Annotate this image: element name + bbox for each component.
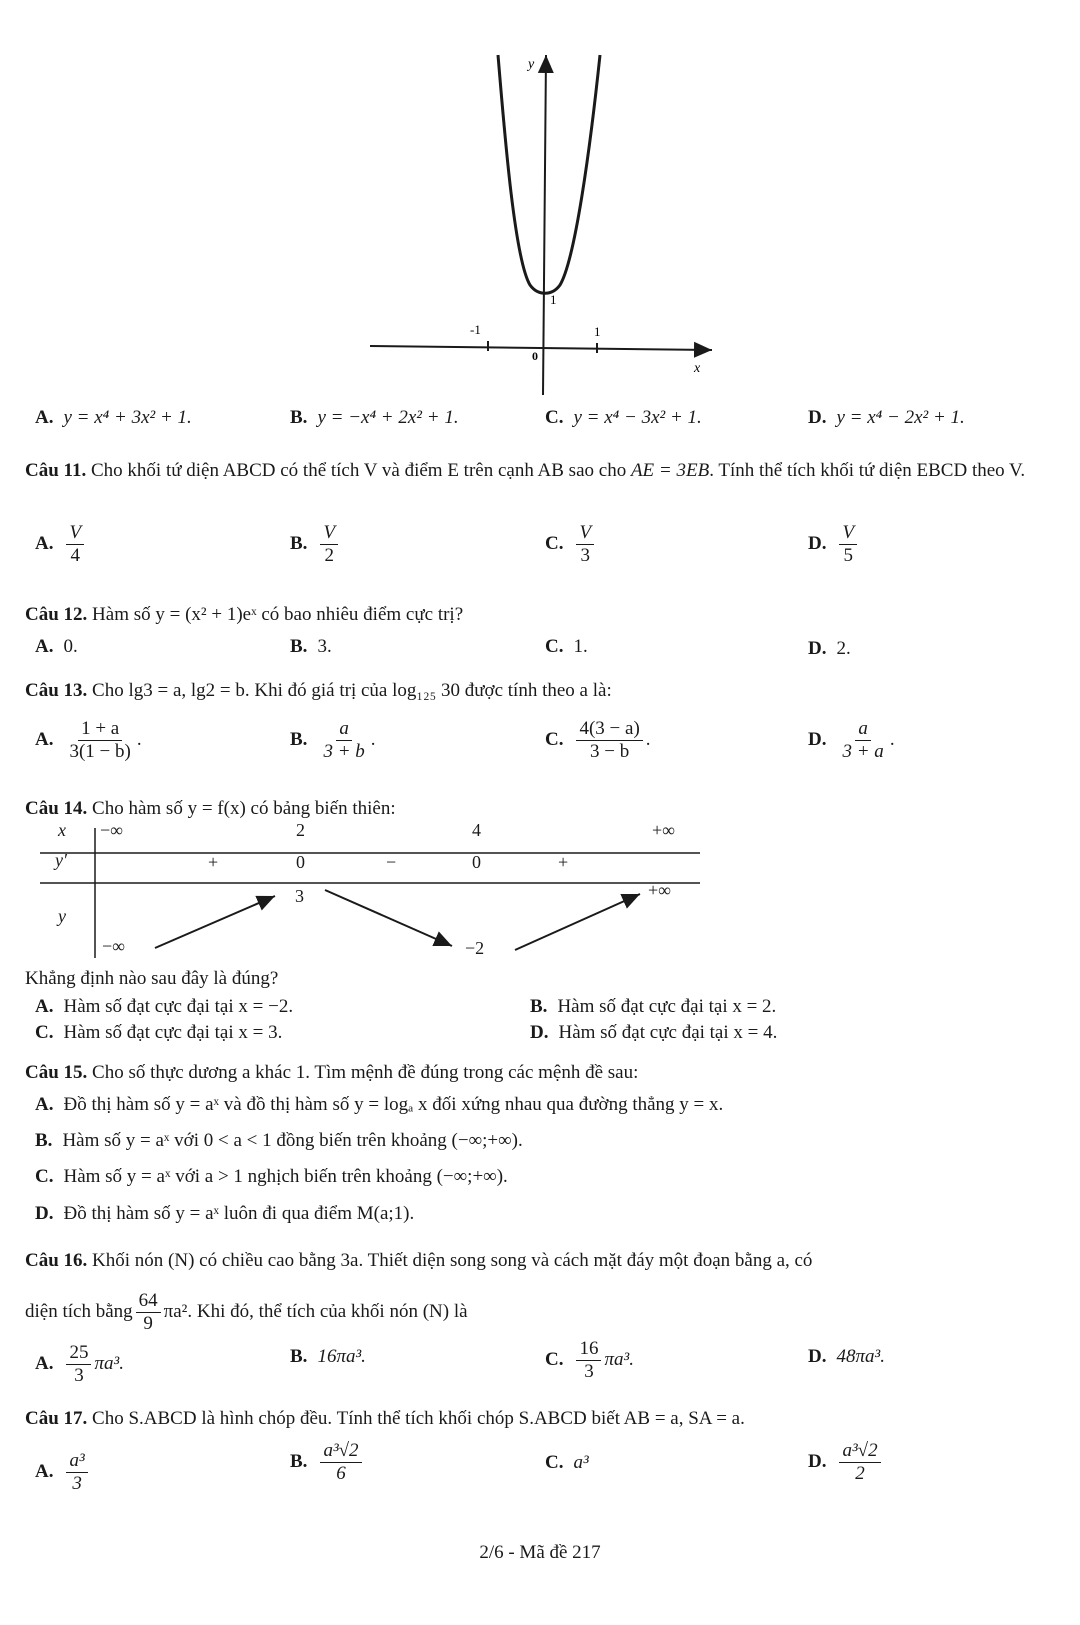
option-label: C. bbox=[545, 636, 564, 657]
q12-option-a[interactable] bbox=[35, 636, 78, 658]
option-tail: πa³. bbox=[604, 1349, 634, 1371]
option-text: Hàm số đạt cực đại tại x = 4. bbox=[558, 1022, 778, 1043]
option-text: Đồ thị hàm số y = aˣ và đồ thị hàm số y = logₐ x đối xứng nhau qua đường thẳng y = x. bbox=[63, 1094, 724, 1115]
q13-option-d[interactable] bbox=[808, 718, 895, 763]
option-label: C. bbox=[545, 407, 564, 428]
question-text: Khối nón (N) có chiều cao bằng 3a. Thiết diện song song và cách mặt đáy một đoạn bằng a, có bbox=[92, 1250, 813, 1271]
option-label: C. bbox=[545, 729, 564, 751]
option-text: 1. bbox=[573, 636, 588, 657]
option-text: Hàm số y = aˣ với a > 1 nghịch biến trên khoảng (−∞;+∞). bbox=[63, 1166, 508, 1187]
table-sign: − bbox=[386, 852, 397, 872]
option-text: 48πa³. bbox=[836, 1346, 885, 1367]
table-x-value: 4 bbox=[472, 820, 481, 840]
fraction-numerator: a bbox=[336, 718, 352, 741]
option-label: D. bbox=[808, 638, 827, 659]
option-fraction bbox=[839, 718, 886, 763]
q14-option-c[interactable] bbox=[35, 1022, 282, 1044]
question-text: Cho lg3 = a, lg2 = b. Khi đó giá trị của log₁₂₅ 30 được tính theo a là: bbox=[92, 680, 612, 701]
q15-option-a[interactable] bbox=[35, 1094, 723, 1116]
option-text: Hàm số y = aˣ với 0 < a < 1 đồng biến trên khoảng (−∞;+∞). bbox=[62, 1130, 523, 1151]
option-label: B. bbox=[35, 1130, 53, 1151]
fraction-denominator: 5 bbox=[843, 544, 854, 566]
option-label: B. bbox=[290, 636, 308, 657]
q11-option-b[interactable] bbox=[290, 522, 341, 567]
option-fraction bbox=[839, 1440, 880, 1485]
option-label: A. bbox=[35, 996, 54, 1017]
question-number: Câu 15. bbox=[25, 1062, 88, 1083]
fraction-denominator: 3 + a bbox=[842, 740, 884, 762]
option-text: 16πa³. bbox=[317, 1346, 366, 1367]
x-axis bbox=[370, 346, 712, 350]
question-formula: AE = 3EB bbox=[630, 460, 710, 481]
fraction-denominator: 3 bbox=[74, 1364, 84, 1386]
q16-option-a[interactable] bbox=[35, 1342, 124, 1387]
question-text: Khẳng định nào sau đây là đúng? bbox=[25, 968, 279, 989]
option-label: D. bbox=[808, 729, 827, 751]
option-label: B. bbox=[290, 407, 308, 428]
variation-table-lines bbox=[40, 828, 730, 963]
origin-label: 0 bbox=[532, 349, 538, 363]
option-fraction bbox=[320, 1440, 361, 1485]
fraction-denominator: 3 bbox=[584, 1360, 594, 1382]
option-label: D. bbox=[808, 533, 827, 555]
fraction-denominator: 6 bbox=[336, 1462, 346, 1484]
page-footer bbox=[0, 1542, 1080, 1564]
option-label: D. bbox=[530, 1022, 549, 1043]
fraction-numerator: a bbox=[855, 718, 871, 741]
question-number: Câu 13. bbox=[25, 680, 88, 701]
table-x-value: +∞ bbox=[652, 820, 675, 840]
fraction-numerator: 64 bbox=[136, 1290, 161, 1313]
arrow-up-2 bbox=[515, 894, 640, 950]
q15-option-b[interactable] bbox=[35, 1130, 523, 1152]
q15-stem bbox=[25, 1060, 1055, 1086]
table-y-min: −2 bbox=[465, 938, 485, 958]
q10-option-d[interactable] bbox=[808, 407, 965, 429]
question-number: Câu 14. bbox=[25, 798, 88, 819]
option-label: C. bbox=[545, 1349, 564, 1371]
tick-label-neg1: -1 bbox=[470, 322, 481, 337]
q12-option-c[interactable] bbox=[545, 636, 588, 658]
table-y-label: y bbox=[58, 906, 66, 926]
q15-option-c[interactable] bbox=[35, 1166, 508, 1188]
question-number: Câu 11. bbox=[25, 460, 87, 481]
fraction-denominator: 3 bbox=[580, 544, 591, 566]
option-label: A. bbox=[35, 533, 54, 555]
option-text: a³ bbox=[573, 1452, 589, 1473]
option-fraction bbox=[320, 522, 338, 567]
q11-stem bbox=[25, 458, 1055, 484]
q14-option-b[interactable] bbox=[530, 996, 776, 1018]
table-yprime-label: y′ bbox=[55, 850, 67, 870]
arrow-down bbox=[325, 890, 452, 946]
fraction-numerator: V bbox=[320, 522, 338, 545]
table-y-end: +∞ bbox=[648, 880, 671, 900]
fraction-numerator: 16 bbox=[576, 1338, 601, 1361]
y-axis-label: y bbox=[528, 57, 535, 72]
table-sign: 0 bbox=[296, 852, 305, 872]
option-fraction bbox=[66, 522, 84, 567]
option-tail: . bbox=[370, 729, 376, 751]
fraction-numerator: V bbox=[576, 522, 594, 545]
option-fraction bbox=[576, 1338, 601, 1383]
arrow-up-1 bbox=[155, 896, 275, 948]
fraction-denominator: 2 bbox=[324, 544, 334, 566]
question-text: Hàm số y = (x² + 1)eˣ có bao nhiêu điểm cực trị? bbox=[92, 604, 464, 625]
question-number: Câu 17. bbox=[25, 1408, 88, 1429]
option-tail: . bbox=[645, 729, 651, 751]
q13-option-c[interactable] bbox=[545, 718, 651, 763]
table-x-label: x bbox=[58, 820, 66, 840]
q17-option-c[interactable] bbox=[545, 1452, 589, 1474]
option-label: D. bbox=[35, 1203, 54, 1224]
option-fraction bbox=[320, 718, 367, 763]
fraction-numerator: a³√2 bbox=[839, 1440, 880, 1463]
function-graph bbox=[360, 40, 720, 410]
fraction-denominator: 9 bbox=[143, 1312, 153, 1334]
option-fraction bbox=[839, 522, 857, 567]
option-text: 2. bbox=[836, 638, 851, 659]
q17-option-a[interactable] bbox=[35, 1450, 91, 1495]
fraction-denominator: 3 bbox=[72, 1472, 82, 1494]
option-label: A. bbox=[35, 1353, 54, 1375]
q12-stem bbox=[25, 602, 1055, 628]
q14-option-a[interactable] bbox=[35, 996, 293, 1018]
question-text: Cho S.ABCD là hình chóp đều. Tính thể tích khối chóp S.ABCD biết AB = a, SA = a. bbox=[92, 1408, 745, 1429]
q16-stem-line2 bbox=[25, 1290, 468, 1335]
option-fraction bbox=[66, 1450, 87, 1495]
option-text: y = −x⁴ + 2x² + 1. bbox=[317, 407, 459, 428]
option-label: B. bbox=[290, 1451, 308, 1473]
q17-stem bbox=[25, 1406, 1055, 1432]
option-label: A. bbox=[35, 636, 54, 657]
fraction-denominator: 3 + b bbox=[323, 740, 365, 762]
x-axis-label: x bbox=[694, 361, 701, 376]
fraction-denominator: 3(1 − b) bbox=[69, 740, 131, 762]
option-text: Hàm số đạt cực đại tại x = 2. bbox=[557, 996, 777, 1017]
footer-text: 2/6 - Mã đề 217 bbox=[479, 1542, 601, 1563]
table-y-max: 3 bbox=[295, 886, 304, 906]
option-label: A. bbox=[35, 1094, 54, 1115]
option-label: C. bbox=[545, 1452, 564, 1473]
option-label: A. bbox=[35, 1461, 54, 1483]
q11-option-d[interactable] bbox=[808, 522, 860, 567]
option-label: B. bbox=[290, 533, 308, 555]
option-text: Đồ thị hàm số y = aˣ luôn đi qua điểm M(a;1). bbox=[63, 1203, 415, 1224]
area-fraction bbox=[136, 1290, 161, 1335]
option-text: y = x⁴ − 2x² + 1. bbox=[836, 407, 965, 428]
q10-option-a[interactable] bbox=[35, 407, 192, 429]
q16-option-c[interactable] bbox=[545, 1338, 634, 1383]
option-fraction bbox=[576, 522, 594, 567]
q14-question bbox=[25, 966, 1055, 992]
table-sign: + bbox=[558, 852, 569, 872]
option-fraction bbox=[66, 1342, 91, 1387]
option-text: 0. bbox=[63, 636, 78, 657]
variation-table bbox=[40, 820, 730, 963]
question-text: Cho số thực dương a khác 1. Tìm mệnh đề đúng trong các mệnh đề sau: bbox=[92, 1062, 639, 1083]
option-fraction bbox=[576, 718, 642, 763]
fraction-numerator: V bbox=[839, 522, 857, 545]
option-tail: πa³. bbox=[94, 1353, 124, 1375]
fraction-denominator: 3 − b bbox=[590, 740, 630, 762]
question-number: Câu 16. bbox=[25, 1250, 88, 1271]
question-text-2b: πa². Khi đó, thể tích của khối nón (N) là bbox=[163, 1301, 468, 1323]
option-label: A. bbox=[35, 729, 54, 751]
table-y-start: −∞ bbox=[102, 936, 125, 956]
option-label: D. bbox=[808, 407, 827, 428]
tick-label-y1: 1 bbox=[550, 292, 557, 307]
option-label: B. bbox=[290, 1346, 308, 1367]
q11-option-a[interactable] bbox=[35, 522, 87, 567]
table-x-value: 2 bbox=[296, 820, 305, 840]
fraction-numerator: a³ bbox=[66, 1450, 87, 1473]
q15-option-d[interactable] bbox=[35, 1203, 414, 1225]
fraction-numerator: 25 bbox=[66, 1342, 91, 1365]
question-text: Cho khối tứ diện ABCD có thể tích V và điểm E trên cạnh AB sao cho bbox=[91, 460, 627, 481]
fraction-denominator: 2 bbox=[855, 1462, 865, 1484]
fraction-numerator: V bbox=[66, 522, 84, 545]
q16-stem bbox=[25, 1248, 1055, 1274]
question-text: Cho hàm số y = f(x) có bảng biến thiên: bbox=[92, 798, 396, 819]
option-text: y = x⁴ − 3x² + 1. bbox=[573, 407, 702, 428]
q12-option-b[interactable] bbox=[290, 636, 332, 658]
option-label: D. bbox=[808, 1451, 827, 1473]
option-label: C. bbox=[35, 1166, 54, 1187]
q13-stem bbox=[25, 678, 1055, 704]
q10-option-c[interactable] bbox=[545, 407, 702, 429]
question-number: Câu 12. bbox=[25, 604, 88, 625]
tick-label-1: 1 bbox=[594, 324, 601, 339]
question-text-2a: diện tích bằng bbox=[25, 1301, 133, 1323]
q17-option-b[interactable] bbox=[290, 1440, 365, 1485]
option-tail: . bbox=[136, 729, 142, 751]
q13-option-a[interactable] bbox=[35, 718, 142, 763]
y-axis bbox=[543, 55, 546, 395]
option-label: B. bbox=[530, 996, 548, 1017]
table-x-value: −∞ bbox=[100, 820, 123, 840]
option-text: Hàm số đạt cực đại tại x = 3. bbox=[63, 1022, 283, 1043]
option-text: Hàm số đạt cực đại tại x = −2. bbox=[63, 996, 294, 1017]
question-text-2: . Tính thể tích khối tứ diện EBCD theo V. bbox=[709, 460, 1026, 481]
option-label: A. bbox=[35, 407, 54, 428]
option-text: 3. bbox=[317, 636, 332, 657]
parabola-curve bbox=[498, 55, 600, 293]
option-fraction bbox=[66, 718, 133, 763]
table-sign: 0 bbox=[472, 852, 481, 872]
q16-option-d[interactable] bbox=[808, 1346, 885, 1368]
fraction-denominator: 4 bbox=[70, 544, 81, 566]
option-label: D. bbox=[808, 1346, 827, 1367]
option-label: C. bbox=[545, 533, 564, 555]
q14-stem bbox=[25, 796, 1055, 822]
q12-option-d[interactable] bbox=[808, 638, 851, 660]
q14-option-d[interactable] bbox=[530, 1022, 777, 1044]
option-label: C. bbox=[35, 1022, 54, 1043]
option-label: B. bbox=[290, 729, 308, 751]
q11-option-c[interactable] bbox=[545, 522, 597, 567]
q17-option-d[interactable] bbox=[808, 1440, 884, 1485]
fraction-numerator: 1 + a bbox=[78, 718, 122, 741]
q10-option-b[interactable] bbox=[290, 407, 459, 429]
fraction-numerator: a³√2 bbox=[320, 1440, 361, 1463]
q13-option-b[interactable] bbox=[290, 718, 376, 763]
table-sign: + bbox=[208, 852, 219, 872]
q16-option-b[interactable] bbox=[290, 1346, 366, 1368]
option-text: y = x⁴ + 3x² + 1. bbox=[63, 407, 192, 428]
option-tail: . bbox=[889, 729, 895, 751]
fraction-numerator: 4(3 − a) bbox=[576, 718, 642, 741]
